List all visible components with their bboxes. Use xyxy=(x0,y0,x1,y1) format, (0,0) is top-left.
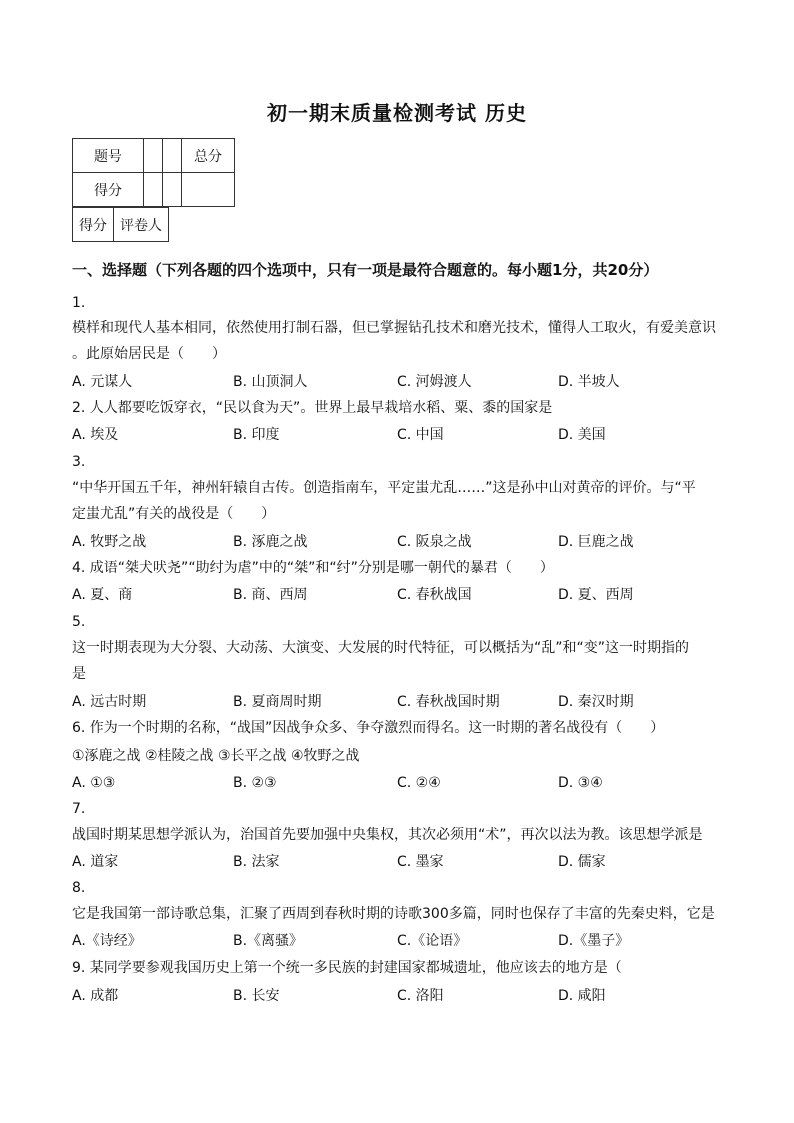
option-b[interactable]: B.《离骚》 xyxy=(233,933,304,949)
option-d[interactable]: D. 巨鹿之战 xyxy=(558,534,634,550)
option-a[interactable]: A.《诗经》 xyxy=(72,933,142,949)
option-d[interactable]: D. 美国 xyxy=(558,427,606,443)
option-a[interactable]: A. 道家 xyxy=(72,854,119,870)
total-score-cell xyxy=(182,173,235,207)
question-stem: 是 xyxy=(72,666,86,682)
option-a[interactable]: A. 远古时期 xyxy=(72,694,147,710)
option-c[interactable]: C. 墨家 xyxy=(397,854,444,870)
question-stem: 它是我国第一部诗歌总集，汇聚了西周到春秋时期的诗歌300多篇，同时也保存了丰富的先秦史料，它是 xyxy=(72,906,715,922)
question-stem: 战国时期某思想学派认为，治国首先要加强中央集权，其次必须用“术”，再次以法为教。该思想学派是 xyxy=(72,827,703,843)
option-b[interactable]: B. 法家 xyxy=(233,854,280,870)
option-a[interactable]: A. 埃及 xyxy=(72,427,119,443)
question-stem: 9. 某同学要参观我国历史上第一个统一多民族的封建国家都城遗址，他应该去的地方是（ xyxy=(72,960,622,976)
option-b[interactable]: B. 涿鹿之战 xyxy=(233,534,308,550)
option-a[interactable]: A. 夏、商 xyxy=(72,587,133,603)
question-number: 3. xyxy=(72,454,86,470)
option-b[interactable]: B. 商、西周 xyxy=(233,587,308,603)
option-c[interactable]: C. 洛阳 xyxy=(397,988,444,1004)
question-stem: 模样和现代人基本相同，依然使用打制石器，但已掌握钻孔技术和磨光技术，懂得人工取火，有爱美意识 xyxy=(72,320,716,336)
option-b[interactable]: B. 印度 xyxy=(233,427,280,443)
question-stem: 6. 作为一个时期的名称，“战国”因战争众多、争夺激烈而得名。这一时期的著名战役有（ ） xyxy=(72,720,665,736)
question-stem: 这一时期表现为大分裂、大动荡、大演变、大发展的时代特征，可以概括为“乱”和“变”这一时期指的 xyxy=(72,640,690,656)
score-cell xyxy=(144,139,163,173)
question-stem: 2. 人人都要吃饭穿衣，“民以食为天”。世界上最早栽培水稻、粟、黍的国家是 xyxy=(72,400,553,416)
grader-table xyxy=(72,207,169,242)
grader-score-label: 得分 xyxy=(73,208,114,242)
option-c[interactable]: C. 阪泉之战 xyxy=(397,534,472,550)
total-score-label: 总分 xyxy=(182,139,235,173)
option-d[interactable]: D. 夏、西周 xyxy=(558,587,634,603)
grader-label: 评卷人 xyxy=(114,208,169,242)
question-stem: 定蚩尤乱”有关的战役是（ ） xyxy=(72,506,276,522)
score-cell xyxy=(163,139,182,173)
question-number: 8. xyxy=(72,880,86,896)
option-b[interactable]: B. 长安 xyxy=(233,988,280,1004)
score-label: 得分 xyxy=(73,173,144,207)
option-d[interactable]: D. 儒家 xyxy=(558,854,606,870)
question-stem: 4. 成语“桀犬吠尧”“助纣为虐”中的“桀”和“纣”分别是哪一朝代的暴君（ ） xyxy=(72,560,554,576)
option-d[interactable]: D. 秦汉时期 xyxy=(558,694,634,710)
question-number-label: 题号 xyxy=(73,139,144,173)
question-stem: ①涿鹿之战 ②桂陵之战 ③长平之战 ④牧野之战 xyxy=(72,748,360,764)
option-d[interactable]: D. 咸阳 xyxy=(558,988,606,1004)
option-a[interactable]: A. 牧野之战 xyxy=(72,534,147,550)
option-d[interactable]: D. ③④ xyxy=(558,775,603,791)
option-c[interactable]: C. 春秋战国 xyxy=(397,587,472,603)
option-c[interactable]: C. 中国 xyxy=(397,427,444,443)
question-number: 5. xyxy=(72,614,86,630)
question-number: 1. xyxy=(72,295,86,311)
option-a[interactable]: A. ①③ xyxy=(72,775,116,791)
score-cell xyxy=(163,173,182,207)
question-stem: 。此原始居民是（ ） xyxy=(72,346,226,362)
score-table-row-score xyxy=(73,173,235,207)
option-b[interactable]: B. ②③ xyxy=(233,775,277,791)
score-table-row-question-number xyxy=(73,139,235,173)
option-c[interactable]: C. 春秋战国时期 xyxy=(397,694,500,710)
option-d[interactable]: D.《墨子》 xyxy=(558,933,630,949)
option-a[interactable]: A. 元谋人 xyxy=(72,374,133,390)
option-c[interactable]: C.《论语》 xyxy=(397,933,468,949)
option-c[interactable]: C. 河姆渡人 xyxy=(397,374,472,390)
question-number: 7. xyxy=(72,801,86,817)
section-heading: 一、选择题（下列各题的四个选项中，只有一项是最符合题意的。每小题1分，共20分） xyxy=(72,261,659,279)
option-c[interactable]: C. ②④ xyxy=(397,775,441,791)
option-b[interactable]: B. 山顶洞人 xyxy=(233,374,308,390)
option-b[interactable]: B. 夏商周时期 xyxy=(233,694,322,710)
option-a[interactable]: A. 成都 xyxy=(72,988,119,1004)
question-stem: “中华开国五千年，神州轩辕自古传。创造指南车，平定蚩尤乱……”这是孙中山对黄帝的评价。与“平 xyxy=(72,480,696,496)
score-table xyxy=(72,138,235,207)
page-title: 初一期末质量检测考试 历史 xyxy=(267,101,527,125)
score-cell xyxy=(144,173,163,207)
option-d[interactable]: D. 半坡人 xyxy=(558,374,620,390)
